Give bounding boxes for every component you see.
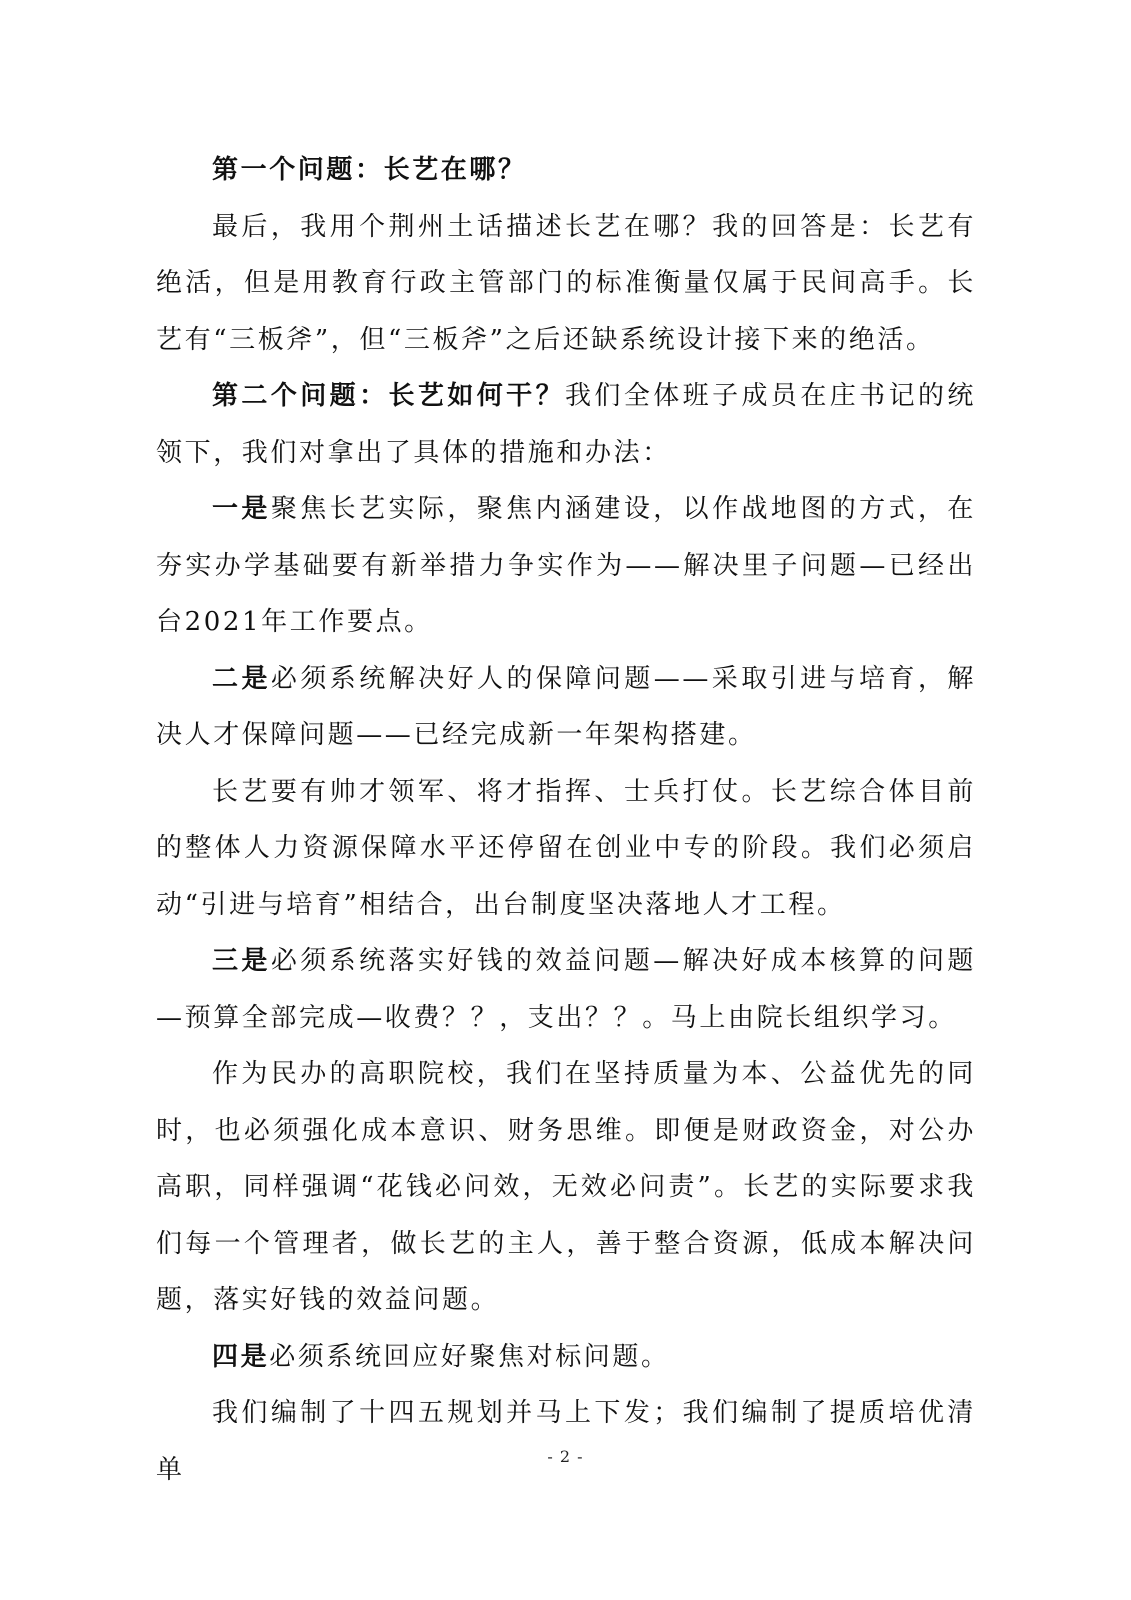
paragraph-point-four	[156, 1329, 976, 1386]
paragraph-text: 最后，我用个荆州土话描述长艺在哪？我的回答是：长艺有绝活，但是用教育行政主管部门的标准衡量仅属于民间高手。长艺有“三板斧”，但“三板斧”之后还缺系统设计接下来的绝活。	[156, 211, 976, 355]
paragraph	[156, 199, 976, 369]
paragraph-text: 必须系统解决好人的保障问题——采取引进与培育，解决人才保障问题——已经完成新一年架构搭建。	[156, 663, 976, 750]
paragraph-question-two	[156, 368, 976, 481]
paragraph-text: 作为民办的高职院校，我们在坚持质量为本、公益优先的同时，也必须强化成本意识、财务思维。即便是财政资金，对公办高职，同样强调“花钱必问效，无效必问责”。长艺的实际要求我们每一个管理者，做长艺的主人，善于整合资源，低成本解决问题，落实好钱的效益问题。	[156, 1059, 976, 1315]
paragraph-lead: 二是	[212, 663, 271, 694]
paragraph-point-one	[156, 481, 976, 651]
paragraph	[156, 764, 976, 934]
paragraph-lead: 三是	[212, 946, 271, 976]
heading-question-one	[156, 142, 976, 199]
paragraph-text: 我们全体班子成员在庄书记的统领下，我们对拿出了具体的措施和办法：	[156, 381, 977, 468]
paragraph-text: 必须系统回应好聚焦对标问题。	[269, 1341, 670, 1372]
paragraph-lead: 第二个问题：长艺如何干？	[212, 381, 565, 411]
paragraph-text: 必须系统落实好钱的效益问题—解决好成本核算的问题—预算全部完成—收费？？，支出？？。马上由院长组织学习。	[156, 946, 977, 1033]
document-body	[156, 142, 976, 1498]
paragraph-text: 长艺要有帅才领军、将才指挥、士兵打仗。长艺综合体目前的整体人力资源保障水平还停留在创业中专的阶段。我们必须启动“引进与培育”相结合，出台制度坚决落地人才工程。	[156, 776, 976, 920]
paragraph-lead: 四是	[212, 1341, 270, 1372]
paragraph-point-two	[156, 651, 976, 764]
paragraph-text: 我们编制了十四五规划并马上下发；我们编制了提质培优清单	[156, 1398, 976, 1485]
paragraph-lead: 一是	[212, 494, 271, 524]
heading-text: 第一个问题：长艺在哪？	[212, 155, 527, 185]
paragraph	[156, 1046, 976, 1329]
paragraph-text: 聚焦长艺实际，聚焦内涵建设，以作战地图的方式，在夯实办学基础要有新举措力争实作为——解决里子问题—已经出台2021年工作要点。	[156, 494, 977, 637]
paragraph-point-three	[156, 933, 976, 1046]
page-number: - 2 -	[547, 1447, 584, 1466]
paragraph	[156, 1385, 976, 1498]
